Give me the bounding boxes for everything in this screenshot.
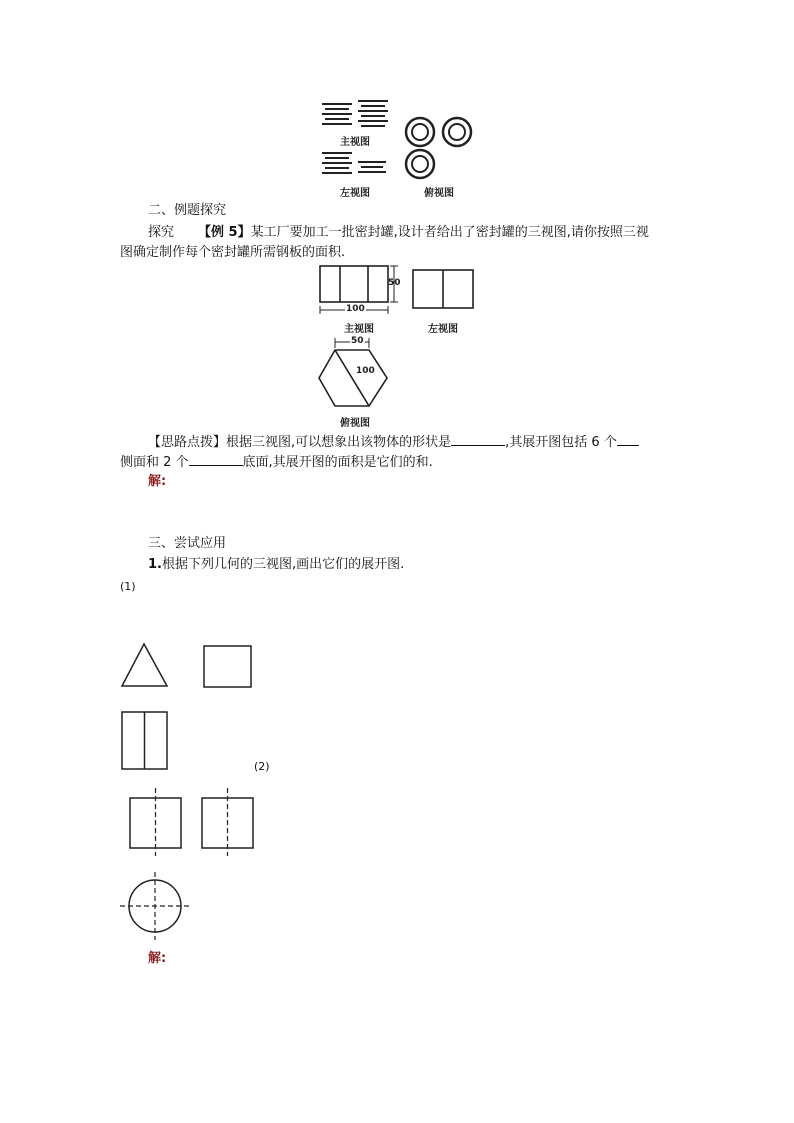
hint-tag: 【思路点拨】 [148, 435, 227, 450]
question-text: 根据下列几何的三视图,画出它们的展开图. [161, 557, 405, 572]
hint-text-c: 侧面和 2 个 [120, 455, 189, 470]
part-1-label: (1) [120, 580, 136, 593]
shape-blank[interactable] [451, 432, 505, 446]
can-left-view [410, 268, 480, 312]
can-width-dim: 100 [346, 304, 365, 314]
can-hex-diag-dim: 100 [356, 366, 375, 376]
cylinder-front-view [126, 786, 186, 856]
plates-front-view-drawing [320, 100, 390, 132]
question-1 [148, 556, 404, 574]
triangle-front-view [120, 642, 170, 688]
can-hex-side-dim: 50 [351, 336, 364, 346]
solution-label-2: 解: [148, 951, 167, 966]
plates-top-view-drawing [400, 112, 480, 182]
hint-line-2 [120, 452, 433, 472]
hint-text-d: 底面,其展开图的面积是它们的和. [242, 455, 433, 470]
can-front-caption: 主视图 [344, 324, 374, 335]
hint-text-b: ,其展开图包括 6 个 [505, 435, 617, 450]
split-rectangle-top-view [120, 710, 170, 772]
hint-line-1 [148, 432, 639, 452]
explore-label: 探究 [148, 225, 175, 240]
plates-left-view-drawing [320, 150, 390, 182]
example-line-1 [148, 224, 649, 242]
problem-line-1: 某工厂要加工一批密封罐,设计者给出了密封罐的三视图,请你按照三视 [250, 225, 649, 240]
section3-heading: 三、尝试应用 [148, 536, 227, 551]
question-number: 1. [148, 557, 162, 572]
cylinder-top-view [118, 870, 194, 940]
plates-front-caption: 主视图 [340, 137, 370, 148]
can-height-dim: 50 [388, 278, 401, 288]
can-top-caption: 俯视图 [340, 418, 370, 429]
part-2-label: (2) [254, 760, 270, 773]
example-tag: 【例 5】 [198, 225, 251, 240]
hint-text-a: 根据三视图,可以想象出该物体的形状是 [226, 435, 452, 450]
rectangle-side-view [202, 644, 254, 690]
can-left-caption: 左视图 [428, 324, 458, 335]
plates-left-caption: 左视图 [340, 188, 370, 199]
base-shape-blank[interactable] [189, 452, 243, 466]
section2-heading: 二、例题探究 [148, 203, 227, 218]
problem-line-2: 图确定制作每个密封罐所需钢板的面积. [120, 245, 346, 260]
side-shape-blank[interactable] [617, 432, 639, 446]
can-top-view [315, 336, 395, 412]
plates-top-caption: 俯视图 [424, 188, 454, 199]
solution-label-1: 解: [148, 474, 167, 489]
cylinder-side-view [198, 786, 258, 856]
